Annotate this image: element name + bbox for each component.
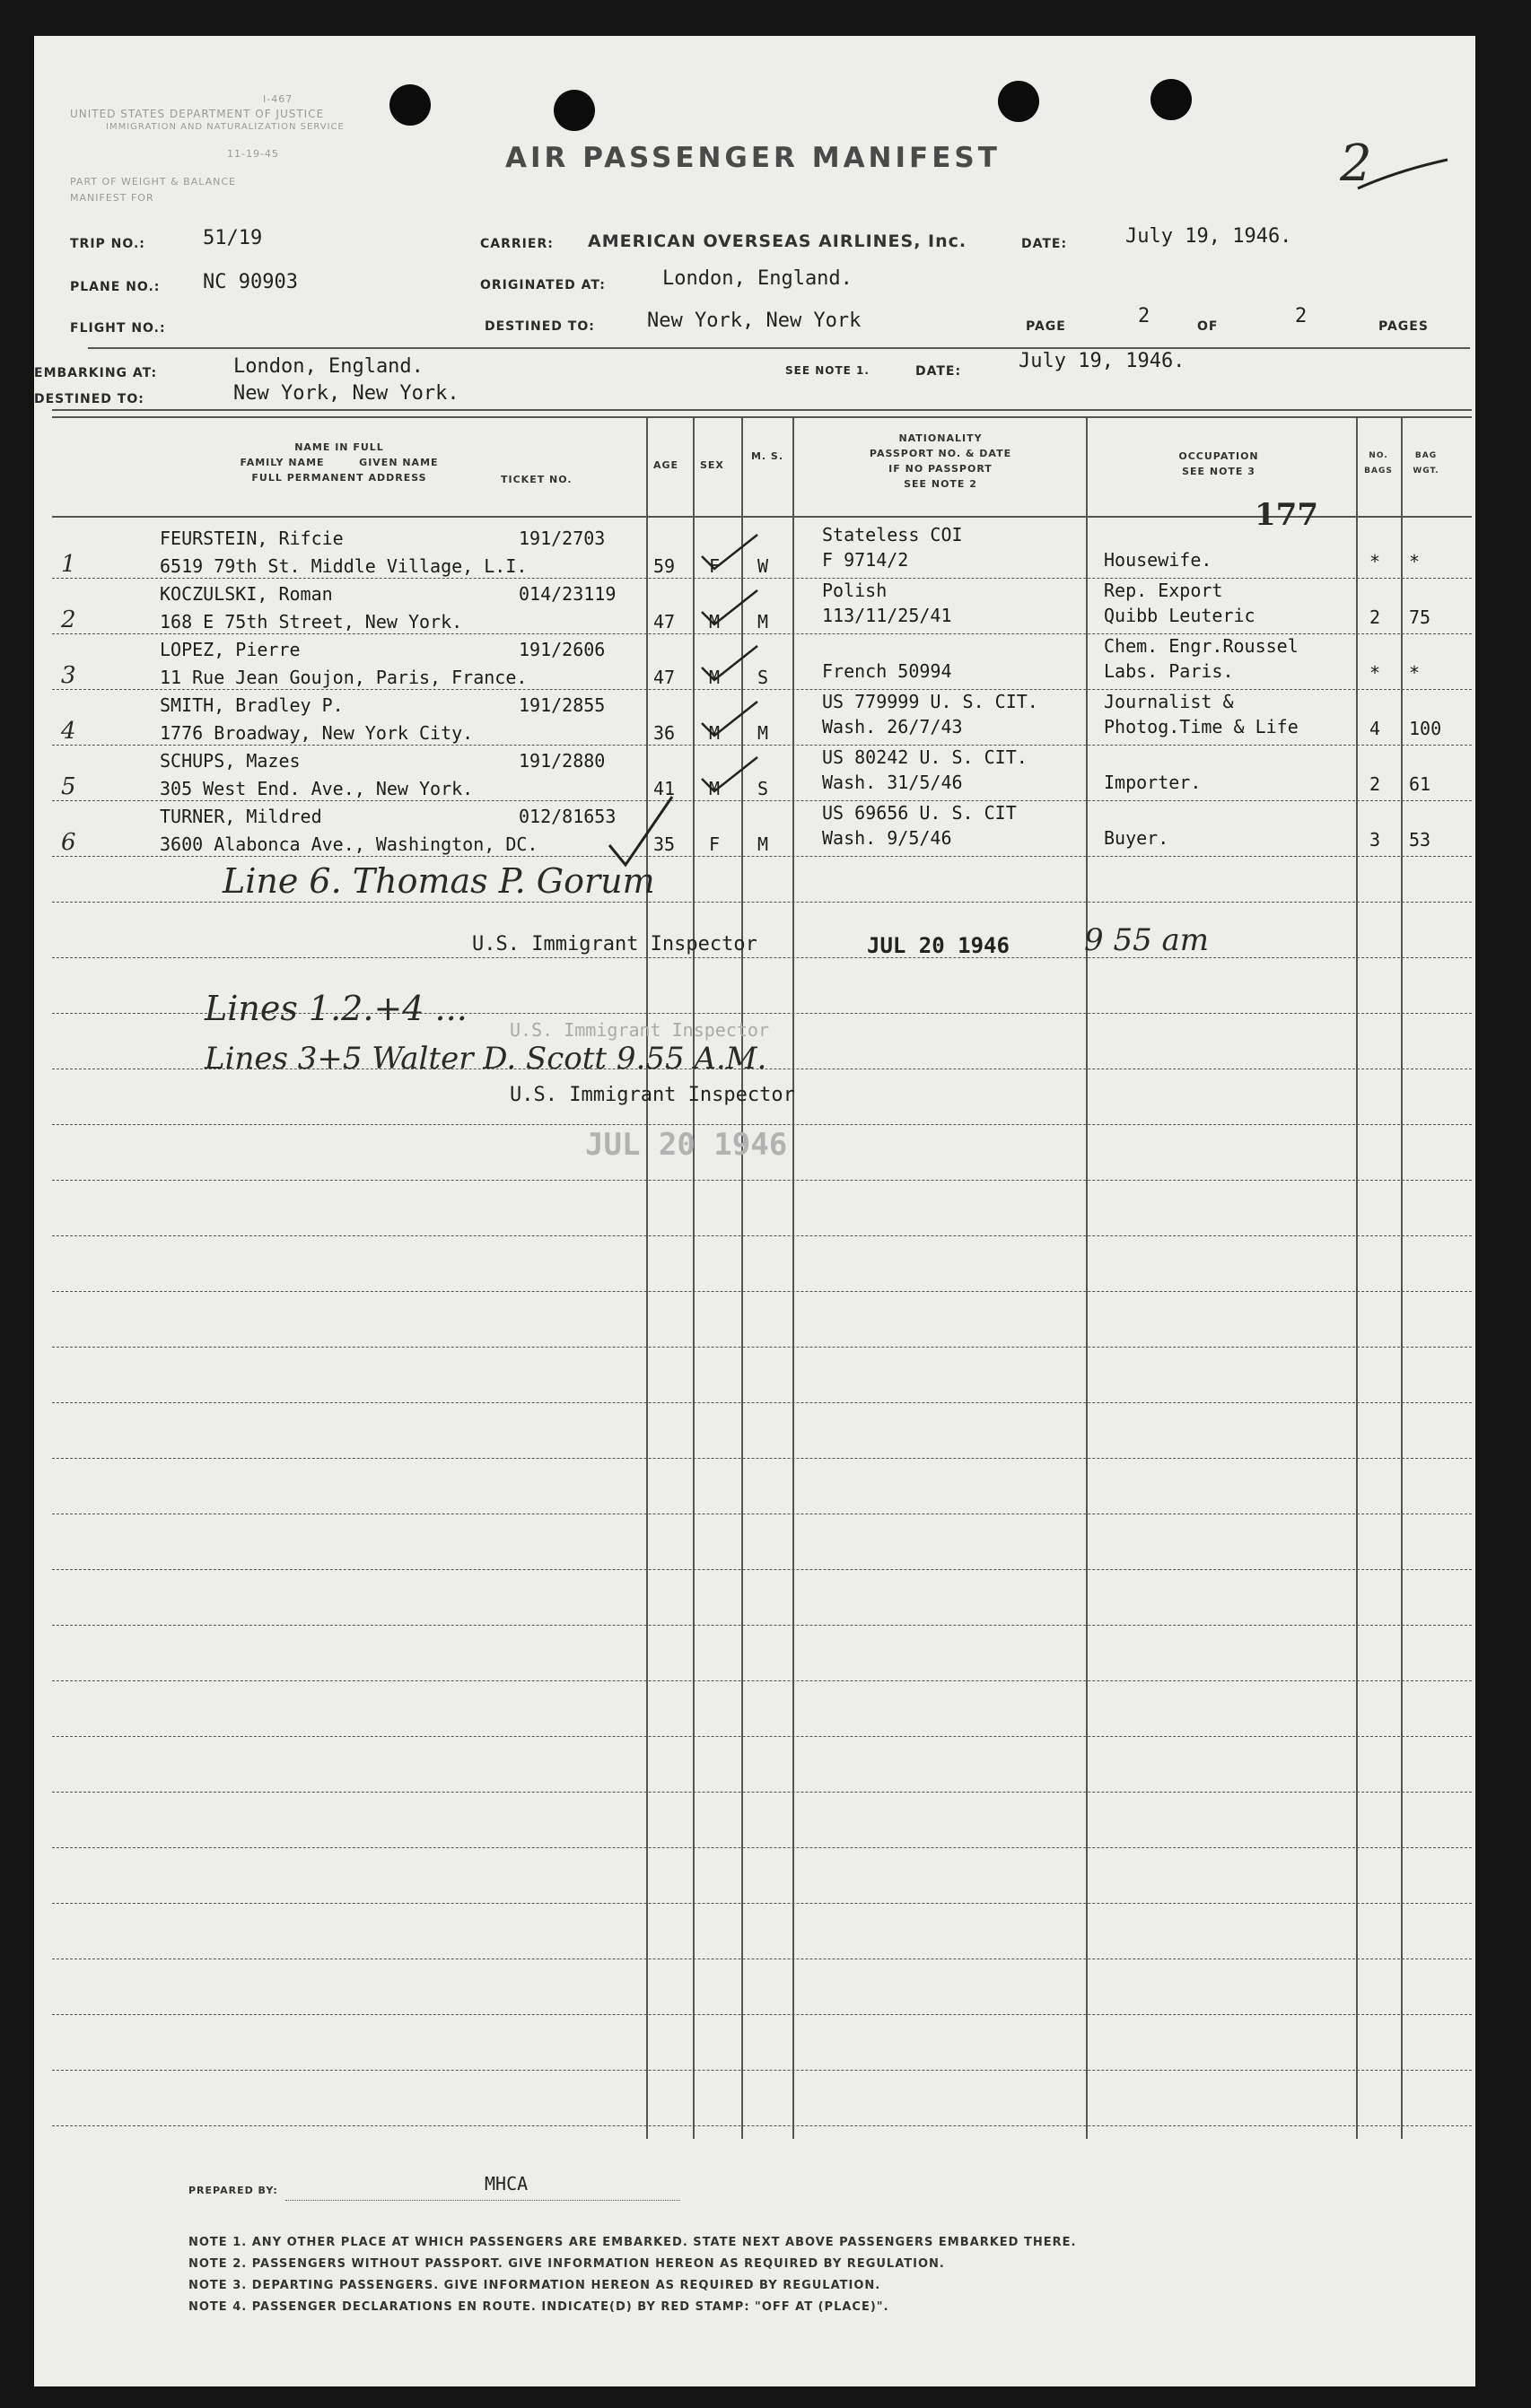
passenger-sex: M xyxy=(709,611,721,633)
column-line xyxy=(1401,416,1403,2139)
lines-note-1: Lines 1.2.+4 ... xyxy=(205,989,468,1028)
bag-weight: * xyxy=(1409,551,1421,572)
embarking-label: EMBARKING AT: xyxy=(34,366,158,380)
ruled-line xyxy=(52,1903,1472,1904)
name-header xyxy=(187,440,492,485)
sex-header: SEX xyxy=(700,459,724,471)
nationality-line-2: F 9714/2 xyxy=(822,549,909,571)
passenger-name: TURNER, Mildred xyxy=(160,806,322,827)
passenger-ms: M xyxy=(757,722,769,744)
flight-label: FLIGHT NO.: xyxy=(70,321,166,336)
divider xyxy=(52,409,1472,411)
passenger-address: 11 Rue Jean Goujon, Paris, France. xyxy=(160,667,528,688)
occupation-line-2: Importer. xyxy=(1104,772,1202,793)
page-label: PAGE xyxy=(1026,319,1066,334)
ruled-line xyxy=(52,1736,1472,1737)
check-mark xyxy=(698,587,761,632)
passenger-sex: F xyxy=(709,555,721,577)
corner-mark: 2 xyxy=(1340,135,1372,193)
department-name: UNITED STATES DEPARTMENT OF JUSTICE xyxy=(70,108,325,120)
bags-header: NO. BAGS xyxy=(1364,451,1393,475)
originated-value: London, England. xyxy=(662,267,853,290)
destined2-label: DESTINED TO: xyxy=(34,392,144,406)
date2-value: July 19, 1946. xyxy=(1019,350,1185,372)
passenger-address: 1776 Broadway, New York City. xyxy=(160,722,474,744)
passenger-name: SMITH, Bradley P. xyxy=(160,694,344,716)
check-mark xyxy=(698,698,761,743)
nationality-line-1: US 779999 U. S. CIT. xyxy=(822,691,1038,712)
destined-label: DESTINED TO: xyxy=(485,319,595,334)
column-line xyxy=(1356,416,1358,2139)
trip-label: TRIP NO.: xyxy=(70,237,145,251)
plane-label: PLANE NO.: xyxy=(70,280,161,294)
column-line xyxy=(646,416,648,2139)
nationality-line-2: 113/11/25/41 xyxy=(822,605,952,626)
occupation-header-line: SEE NOTE 3 xyxy=(1182,466,1255,477)
occupation-line-2: Quibb Leuteric xyxy=(1104,605,1255,626)
check-mark xyxy=(698,754,761,798)
punch-hole xyxy=(389,84,431,126)
passenger-sex: M xyxy=(709,722,721,744)
occupation-line-2: Photog.Time & Life xyxy=(1104,716,1299,737)
ruled-line xyxy=(52,1291,1472,1292)
row-number: 2 xyxy=(61,606,76,633)
age-header: AGE xyxy=(653,459,679,471)
ruled-line xyxy=(52,1235,1472,1236)
prepared-label: PREPARED BY: xyxy=(188,2185,278,2196)
row-rule xyxy=(52,578,1472,579)
row-number: 6 xyxy=(61,829,76,856)
occupation-line-2: Buyer. xyxy=(1104,827,1169,849)
trip-value: 51/19 xyxy=(203,227,263,249)
ticket-number: 191/2880 xyxy=(519,750,606,772)
date2-label: DATE: xyxy=(915,364,962,379)
passenger-address: 3600 Alabonca Ave., Washington, DC. xyxy=(160,833,538,855)
passenger-age: 47 xyxy=(653,611,676,633)
form-subtitle: PART OF WEIGHT & BALANCE xyxy=(70,176,236,188)
punch-hole xyxy=(554,90,595,131)
column-line xyxy=(1086,416,1088,2139)
ruled-line xyxy=(52,1180,1472,1181)
note-1: NOTE 1. ANY OTHER PLACE AT WHICH PASSENGERS ARE EMBARKED. STATE NEXT ABOVE PASSENGERS EMBARKED THERE. xyxy=(188,2236,1077,2249)
bagwt-header: BAG WGT. xyxy=(1413,451,1439,475)
date-value: July 19, 1946. xyxy=(1125,225,1292,248)
ms-header: M. S. xyxy=(750,450,784,462)
passenger-address: 305 West End. Ave., New York. xyxy=(160,778,474,799)
occupation-header xyxy=(1120,449,1317,479)
passenger-ms: S xyxy=(757,778,769,799)
punch-hole xyxy=(998,81,1039,122)
nationality-line-2: French 50994 xyxy=(822,660,952,682)
note-4: NOTE 4. PASSENGER DECLARATIONS EN ROUTE. INDICATE(D) BY RED STAMP: "OFF AT (PLACE)". xyxy=(188,2300,889,2314)
row-number: 5 xyxy=(61,773,76,800)
bag-count: 2 xyxy=(1369,773,1381,795)
service-name: IMMIGRATION AND NATURALIZATION SERVICE xyxy=(106,122,345,132)
ruled-line xyxy=(52,1458,1472,1459)
divider xyxy=(88,347,1470,349)
passenger-name: LOPEZ, Pierre xyxy=(160,639,301,660)
bag-weight: 61 xyxy=(1409,773,1431,795)
destined-value: New York, New York xyxy=(647,310,862,332)
passenger-name: KOCZULSKI, Roman xyxy=(160,583,333,605)
name-header-line: FAMILY NAME GIVEN NAME xyxy=(240,457,439,468)
ruled-line xyxy=(52,1347,1472,1348)
nationality-line-1: Stateless COI xyxy=(822,524,963,545)
time-note: 9 55 am xyxy=(1084,922,1210,958)
note-2: NOTE 2. PASSENGERS WITHOUT PASSPORT. GIVE INFORMATION HEREON AS REQUIRED BY REGULATION. xyxy=(188,2257,945,2271)
passenger-age: 41 xyxy=(653,778,676,799)
see-note: SEE NOTE 1. xyxy=(785,364,870,377)
ruled-line xyxy=(52,2070,1472,2071)
passenger-name: FEURSTEIN, Rifcie xyxy=(160,528,344,549)
carrier-value: AMERICAN OVERSEAS AIRLINES, Inc. xyxy=(588,231,967,251)
occupation-line-1: Journalist & xyxy=(1104,691,1234,712)
nationality-line-1: US 80242 U. S. CIT. xyxy=(822,746,1028,768)
row-rule xyxy=(52,633,1472,634)
ruled-line xyxy=(52,957,1472,958)
corner-stroke xyxy=(1353,153,1452,197)
passenger-sex: F xyxy=(709,833,721,855)
punch-hole xyxy=(1150,79,1192,120)
name-header-line: NAME IN FULL xyxy=(294,441,384,453)
bag-weight: 100 xyxy=(1409,718,1442,739)
row-rule xyxy=(52,800,1472,801)
bag-weight: 53 xyxy=(1409,829,1431,851)
passenger-address: 6519 79th St. Middle Village, L.I. xyxy=(160,555,528,577)
faint-stamp: JUL 20 1946 xyxy=(585,1127,788,1163)
pages-label: PAGES xyxy=(1378,319,1429,334)
destined2-value: New York, New York. xyxy=(233,382,459,405)
nationality-header-line: NATIONALITY xyxy=(898,432,983,444)
of-label: OF xyxy=(1197,319,1219,334)
passenger-sex: M xyxy=(709,667,721,688)
plane-value: NC 90903 xyxy=(203,271,298,293)
page-title: AIR PASSENGER MANIFEST xyxy=(505,142,1001,174)
nationality-header-line: SEE NOTE 2 xyxy=(904,478,977,490)
embarking-value: London, England. xyxy=(233,355,424,378)
ticket-number: 191/2703 xyxy=(519,528,606,549)
passenger-name: SCHUPS, Mazes xyxy=(160,750,301,772)
passenger-sex: M xyxy=(709,778,721,799)
pages-total: 2 xyxy=(1295,305,1308,327)
lines-note-2: Lines 3+5 Walter D. Scott 9.55 A.M. xyxy=(205,1041,767,1077)
column-line xyxy=(792,416,794,2139)
occupation-line-1: Rep. Export xyxy=(1104,580,1223,601)
form-number: I-467 xyxy=(263,93,293,105)
manifest-page xyxy=(34,36,1475,2386)
prepared-value: MHCA xyxy=(485,2173,529,2194)
form-date: 11-19-45 xyxy=(227,148,279,160)
row-rule xyxy=(52,689,1472,690)
faint-inspector-label: U.S. Immigrant Inspector xyxy=(510,1019,769,1041)
nationality-line-2: Wash. 31/5/46 xyxy=(822,772,963,793)
check-mark xyxy=(698,642,761,687)
note-3: NOTE 3. DEPARTING PASSENGERS. GIVE INFORMATION HEREON AS REQUIRED BY REGULATION. xyxy=(188,2279,881,2292)
ruled-line xyxy=(52,902,1472,903)
nationality-line-1: Polish xyxy=(822,580,888,601)
date-label: DATE: xyxy=(1021,237,1068,251)
nationality-header-line: IF NO PASSPORT xyxy=(888,463,993,475)
bag-count: 2 xyxy=(1369,606,1381,628)
passenger-address: 168 E 75th Street, New York. xyxy=(160,611,463,633)
row-rule xyxy=(52,745,1472,746)
ruled-line xyxy=(52,2125,1472,2126)
bag-weight: * xyxy=(1409,662,1421,684)
nationality-header-line: PASSPORT NO. & DATE xyxy=(869,448,1012,459)
occupation-line-2: Housewife. xyxy=(1104,549,1212,571)
passenger-age: 47 xyxy=(653,667,676,688)
ruled-line xyxy=(52,1402,1472,1403)
ruled-line xyxy=(52,1847,1472,1848)
occupation-line-2: Labs. Paris. xyxy=(1104,660,1234,682)
ruled-line xyxy=(52,2014,1472,2015)
form-subtitle: MANIFEST FOR xyxy=(70,192,154,204)
passenger-age: 59 xyxy=(653,555,676,577)
check-mark xyxy=(604,791,676,872)
ruled-line xyxy=(52,1680,1472,1681)
nationality-line-2: Wash. 26/7/43 xyxy=(822,716,963,737)
ruled-line xyxy=(52,1792,1472,1793)
annotation-177: 177 xyxy=(1255,497,1318,533)
row-number: 1 xyxy=(61,551,76,578)
check-mark xyxy=(698,531,761,576)
inspector-label-2: U.S. Immigrant Inspector xyxy=(510,1084,795,1106)
ticket-header: TICKET NO. xyxy=(501,474,573,485)
passenger-ms: M xyxy=(757,611,769,633)
inspector-label: U.S. Immigrant Inspector xyxy=(472,933,757,955)
passenger-ms: S xyxy=(757,667,769,688)
divider xyxy=(52,416,1472,418)
nationality-line-2: Wash. 9/5/46 xyxy=(822,827,952,849)
ruled-line xyxy=(52,1569,1472,1570)
bag-count: 3 xyxy=(1369,829,1381,851)
ticket-number: 191/2606 xyxy=(519,639,606,660)
name-header-line: FULL PERMANENT ADDRESS xyxy=(251,472,427,484)
bag-weight: 75 xyxy=(1409,606,1431,628)
ruled-line xyxy=(52,1124,1472,1125)
nationality-header xyxy=(824,431,1057,492)
inspector-signature: Line 6. Thomas P. Gorum xyxy=(223,861,655,901)
ticket-number: 191/2855 xyxy=(519,694,606,716)
bag-count: 4 xyxy=(1369,718,1381,739)
prepared-line xyxy=(285,2200,680,2201)
originated-label: ORIGINATED AT: xyxy=(480,278,606,292)
bag-count: * xyxy=(1369,662,1381,684)
row-number: 4 xyxy=(61,718,76,745)
nationality-line-1: US 69656 U. S. CIT xyxy=(822,802,1017,824)
ruled-line xyxy=(52,1625,1472,1626)
bag-count: * xyxy=(1369,551,1381,572)
row-rule xyxy=(52,856,1472,857)
carrier-label: CARRIER: xyxy=(480,237,554,251)
passenger-ms: M xyxy=(757,833,769,855)
passenger-ms: W xyxy=(757,555,769,577)
passenger-age: 35 xyxy=(653,833,676,855)
passenger-age: 36 xyxy=(653,722,676,744)
page-value: 2 xyxy=(1138,305,1150,327)
ticket-number: 012/81653 xyxy=(519,806,617,827)
ticket-number: 014/23119 xyxy=(519,583,617,605)
column-line xyxy=(693,416,695,2139)
row-number: 3 xyxy=(61,662,76,689)
occupation-header-line: OCCUPATION xyxy=(1178,450,1259,462)
occupation-line-1: Chem. Engr.Roussel xyxy=(1104,635,1299,657)
stamp-date: JUL 20 1946 xyxy=(867,933,1010,958)
